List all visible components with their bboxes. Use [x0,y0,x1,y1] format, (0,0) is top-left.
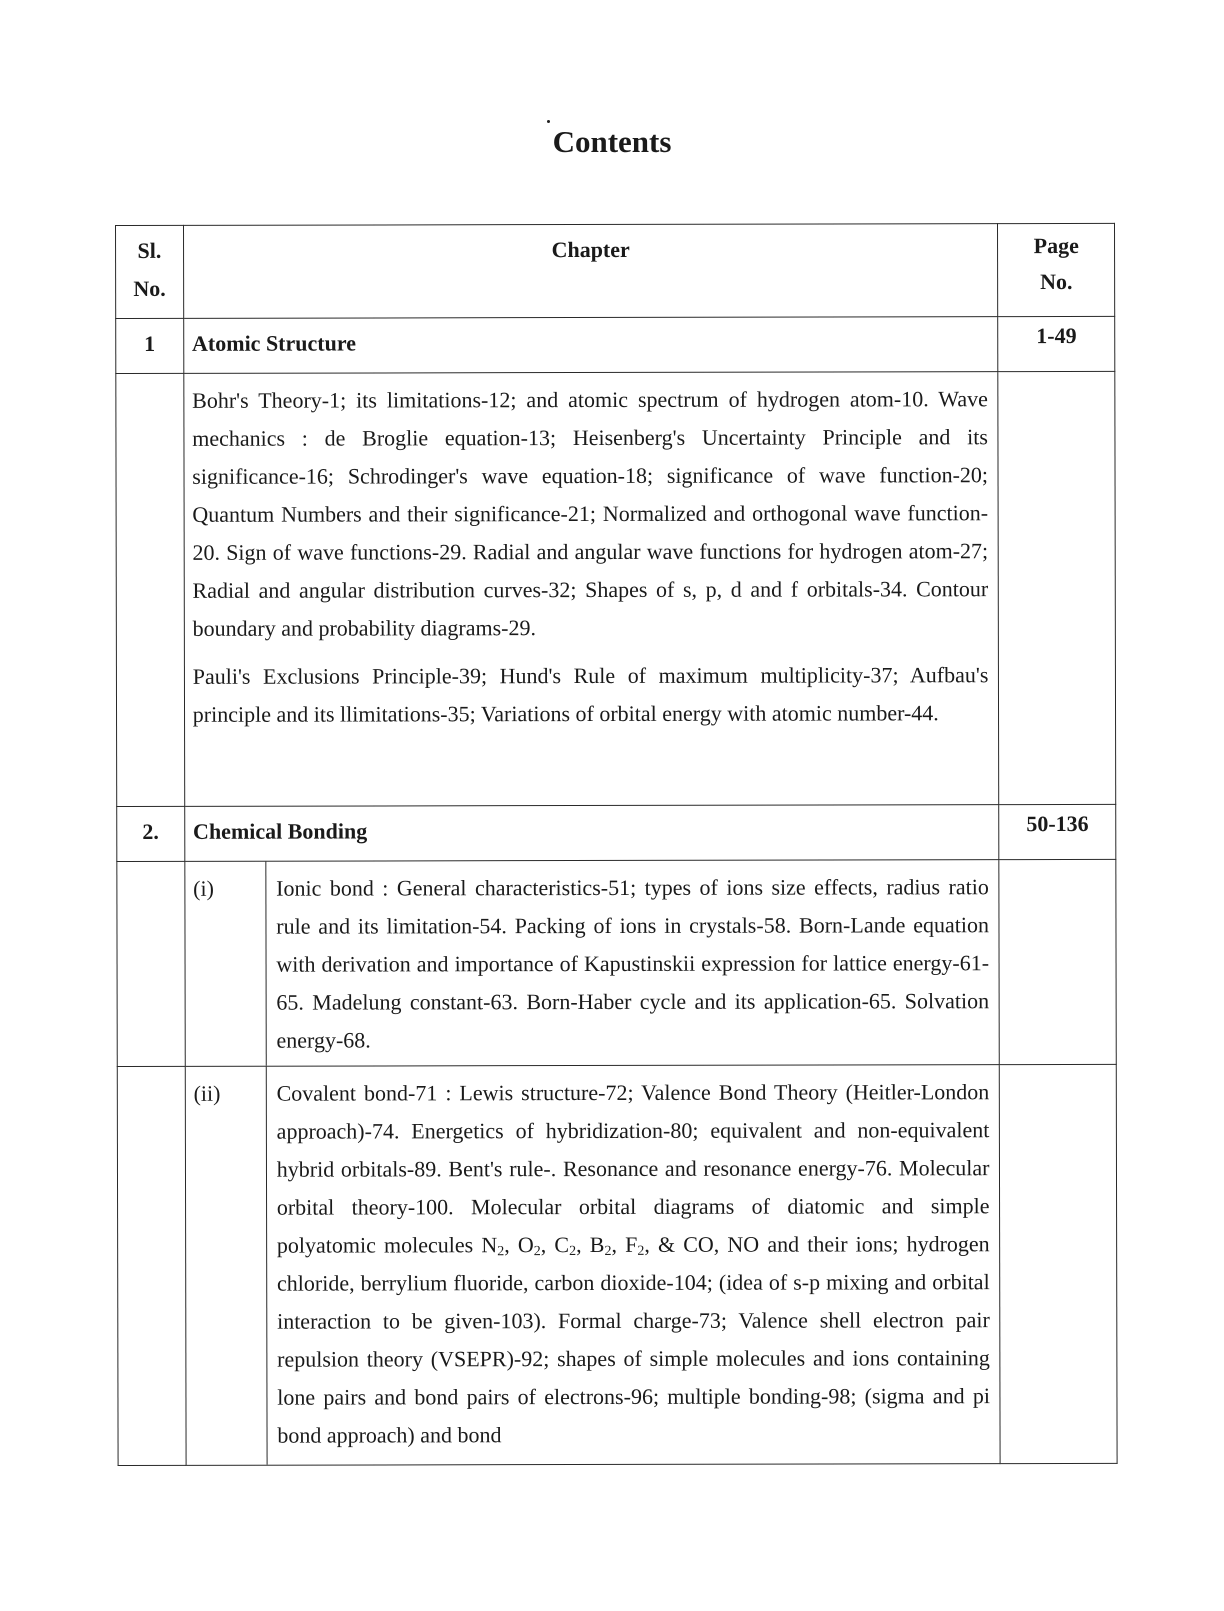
molecule: $F_2$, [625,1231,650,1259]
section-label: (i) [185,862,266,1066]
section-row [117,1064,1117,1465]
chapter-pages: 50-136 [999,804,1116,859]
chapter-topics-row [116,371,1116,806]
contents-table [115,223,1118,1466]
empty-cell [117,1066,186,1465]
chapter-topics [184,372,1000,807]
header-chapter: Chapter [183,224,998,319]
chapter-number: 2. [117,806,185,861]
header-page-no: Page No. [998,223,1115,316]
header-row [116,223,1115,318]
section-table [185,860,999,1066]
section-text: Ionic bond : General characteristics-51; types of ions size effects, radius ratio rule and its limitation-54. Packing of ions in crystals-58. Born-Lande equation with derivation and importance of Kapustinskii expression for lattice energy-61-65. Madelung constant-63. Born-Haber cycle and its application-65. Solvation energy-68. [276,874,990,1053]
topics-paragraph: Pauli's Exclusions Principle-39; Hund's Rule of maximum multiplicity-37; Aufbau's principle and its llimitations-35; Variations of orbital energy with atomic number-44. [192,662,989,727]
chapter-pages: 1-49 [998,316,1115,371]
topics-paragraph: Bohr's Theory-1; its limitations-12; and atomic spectrum of hydrogen atom-10. Wave mechanics : de Broglie equation-13; Heisenberg's Uncertainty Principle and its significance-16; Schrodinger's wave equation-18; significance of wave function-20; Quantum Numbers and their significance-21; Normalized and orthogonal wave function-20. Sign of wave functions-29. Radial and angular wave functions for hydrogen atom-27; Radial and angular distribution curves-32; Shapes of s, p, d and f orbitals-34. Contour boundary and probability diagrams-29. [192,386,989,641]
chapter-number: 1 [116,318,184,373]
empty-cell [999,859,1116,1064]
scan-speck [547,120,550,123]
section-text: Covalent bond-71 : Lewis structure-72; Valence Bond Theory (Heitler-London approach)-74. Energetics of hybridization-80; equivalent and non-equivalent hybrid orbitals-89. Bent's rule-. Resonance and resonance energy-76. Molecular orbital theory-100. Molecular orbital diagrams of diatomic and simple polyatomic molecules $N_2$, $O_2$, $C_2$, $B_2$, $F_2$, & CO, NO and their ions; hydrogen chloride, berrylium fluoride, carbon dioxide-104; (idea of s-p mixing and orbital interaction to be given-103). Formal charge-73; Valence shell electron pair repulsion theory (VSEPR)-92; shapes of simple molecules and ions containing lone pairs and bond pairs of electrons-96; multiple bonding-98; (sigma and pi bond approach) and bond [276,1079,990,1448]
molecule: $B_2$, [589,1231,617,1259]
section-cell [185,1065,1001,1466]
chapter-row [117,804,1116,861]
section-table [186,1065,1001,1465]
section-cell [185,860,1000,1067]
chapter-title: Chemical Bonding [184,805,999,862]
section-row [117,859,1116,1066]
header-sl-no: Sl. No. [116,225,184,318]
empty-cell [1000,1064,1117,1463]
molecule: $N_2$, [481,1232,510,1260]
section-label: (ii) [186,1067,267,1465]
molecule: $C_2$, [554,1232,582,1260]
empty-cell [116,373,185,806]
chapter-row [116,316,1115,373]
empty-cell [998,371,1115,804]
empty-cell [117,861,185,1066]
page-title: Contents [552,124,672,159]
chapter-title: Atomic Structure [183,317,998,374]
molecule: $O_2$, [517,1232,547,1260]
